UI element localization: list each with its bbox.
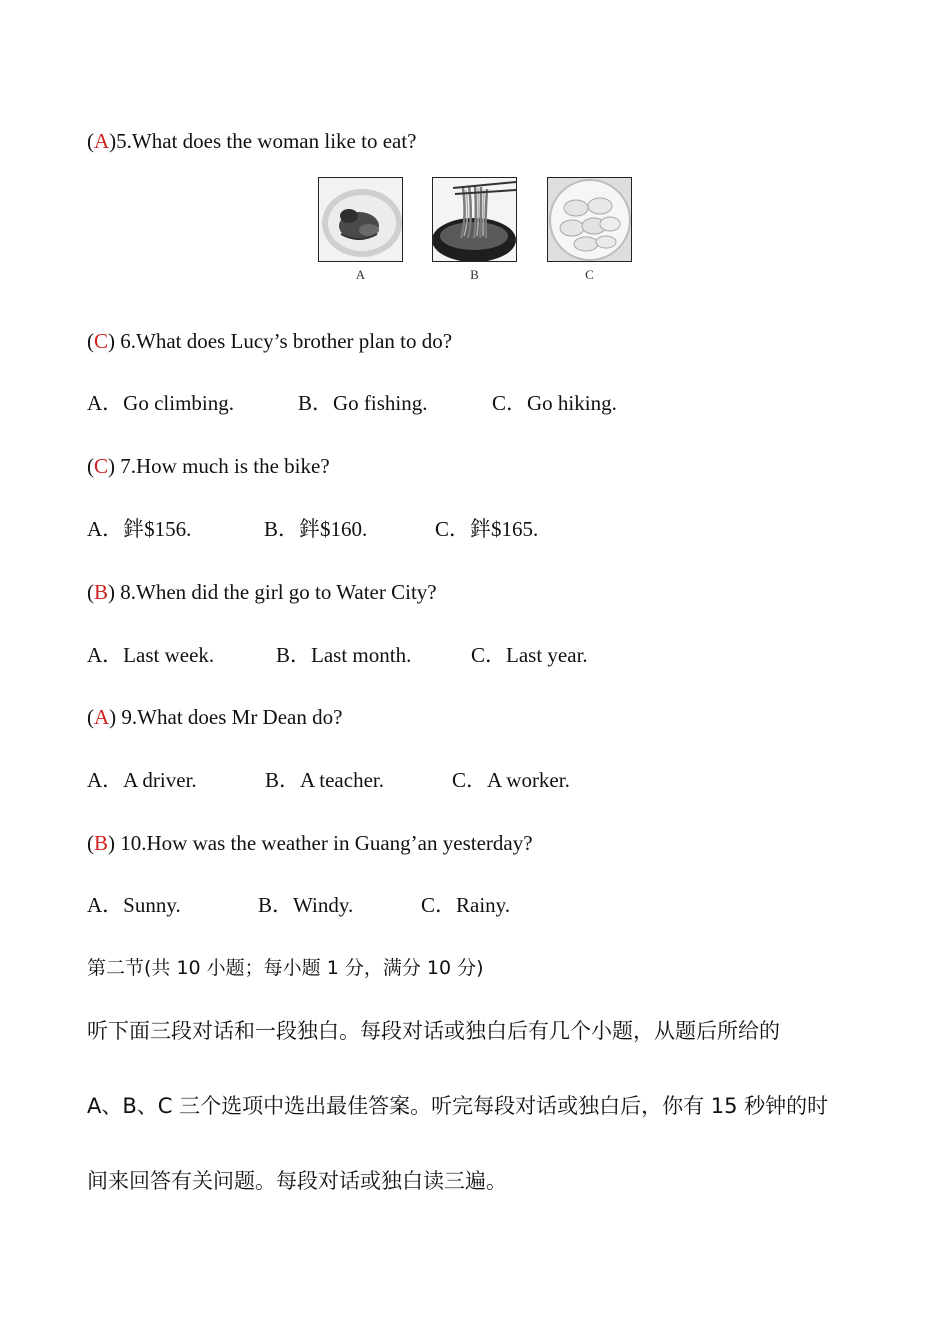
option-letter: C． [471, 643, 507, 667]
food-label-b: B [470, 267, 479, 282]
option-a [87, 516, 191, 542]
question-9-answer: A [94, 705, 110, 729]
option-b [258, 892, 353, 918]
option-letter: B． [258, 893, 294, 917]
option-text: A driver. [123, 768, 197, 792]
question-7-answer: C [94, 454, 109, 478]
question-8-answer: B [94, 580, 109, 604]
question-7-options [87, 516, 787, 542]
food-image-b [432, 177, 517, 262]
option-text: Go hiking. [527, 391, 617, 415]
food-image-c [547, 177, 632, 262]
dumplings-icon [548, 178, 631, 261]
question-8-stem-line: (B) 8.When did the girl go to Water City? [87, 580, 437, 604]
question-10-answer: B [94, 831, 109, 855]
section-heading: 第二节(共 10 小题；每小题 1 分，满分 10 分) [87, 957, 484, 979]
question-8-options [87, 642, 787, 668]
option-letter: C． [492, 391, 528, 415]
option-c [492, 390, 617, 416]
section-instructions-line-2: A、B、C 三个选项中选出最佳答案。听完每段对话或独白后，你有 15 秒钟的时 [87, 1094, 829, 1118]
option-a [87, 892, 181, 918]
section-instructions-line-1: 听下面三段对话和一段独白。每段对话或独白后有几个小题，从题后所给的 [87, 1019, 780, 1043]
option-a [87, 767, 197, 793]
option-text: Sunny. [123, 893, 181, 917]
option-text: Rainy. [456, 893, 511, 917]
question-5-stem: 5.What does the woman like to eat? [116, 129, 417, 153]
option-letter: C． [421, 893, 457, 917]
question-6-options [87, 390, 787, 416]
option-text: 鉡$165. [470, 517, 539, 541]
option-letter: C． [435, 517, 471, 541]
question-7-stem: 7.How much is the bike? [115, 454, 330, 478]
food-label-c: C [585, 267, 594, 282]
option-letter: B． [264, 517, 300, 541]
option-letter: C． [452, 768, 488, 792]
question-6-answer: C [94, 329, 109, 353]
option-letter: B． [276, 643, 312, 667]
option-letter: A． [87, 893, 124, 917]
option-letter: A． [87, 517, 124, 541]
option-text: Go climbing. [123, 391, 234, 415]
option-b [298, 390, 428, 416]
option-text: 鉡$160. [299, 517, 368, 541]
option-a [87, 642, 214, 668]
question-10-stem: 10.How was the weather in Guang’an yesterday? [115, 831, 533, 855]
option-b [264, 516, 367, 542]
option-text: Last year. [506, 643, 588, 667]
option-text: Last month. [311, 643, 412, 667]
option-letter: A． [87, 768, 124, 792]
question-6-stem: 6.What does Lucy’s brother plan to do? [115, 329, 453, 353]
option-b [276, 642, 411, 668]
question-9-stem-line: (A) 9.What does Mr Dean do? [87, 705, 343, 729]
option-text: Go fishing. [333, 391, 428, 415]
option-letter: B． [265, 768, 301, 792]
option-text: A teacher. [300, 768, 384, 792]
question-7-stem-line: (C) 7.How much is the bike? [87, 454, 330, 478]
option-text: Windy. [293, 893, 354, 917]
option-text: 鉡$156. [123, 517, 192, 541]
noodles-icon [433, 178, 516, 261]
question-5-stem-line: (A)5.What does the woman like to eat? [87, 129, 417, 153]
question-6-stem-line: (C) 6.What does Lucy’s brother plan to do? [87, 329, 453, 353]
option-letter: A． [87, 643, 124, 667]
food-label-a: A [355, 267, 366, 282]
option-c [421, 892, 510, 918]
roast-duck-icon [319, 178, 402, 261]
question-10-options [87, 892, 787, 918]
question-9-options [87, 767, 787, 793]
question-5-answer: A [94, 129, 110, 153]
food-image-a [318, 177, 403, 262]
question-9-stem: 9.What does Mr Dean do? [116, 705, 343, 729]
option-text: A worker. [487, 768, 570, 792]
option-a [87, 390, 234, 416]
option-text: Last week. [123, 643, 215, 667]
question-8-stem: 8.When did the girl go to Water City? [115, 580, 437, 604]
option-c [471, 642, 588, 668]
section-instructions-line-3: 间来回答有关问题。每段对话或独白读三遍。 [87, 1169, 507, 1193]
option-b [265, 767, 384, 793]
question-5-images [318, 177, 638, 287]
option-c [435, 516, 538, 542]
option-letter: A． [87, 391, 124, 415]
option-c [452, 767, 570, 793]
question-10-stem-line: (B) 10.How was the weather in Guang’an yesterday? [87, 831, 533, 855]
option-letter: B． [298, 391, 334, 415]
